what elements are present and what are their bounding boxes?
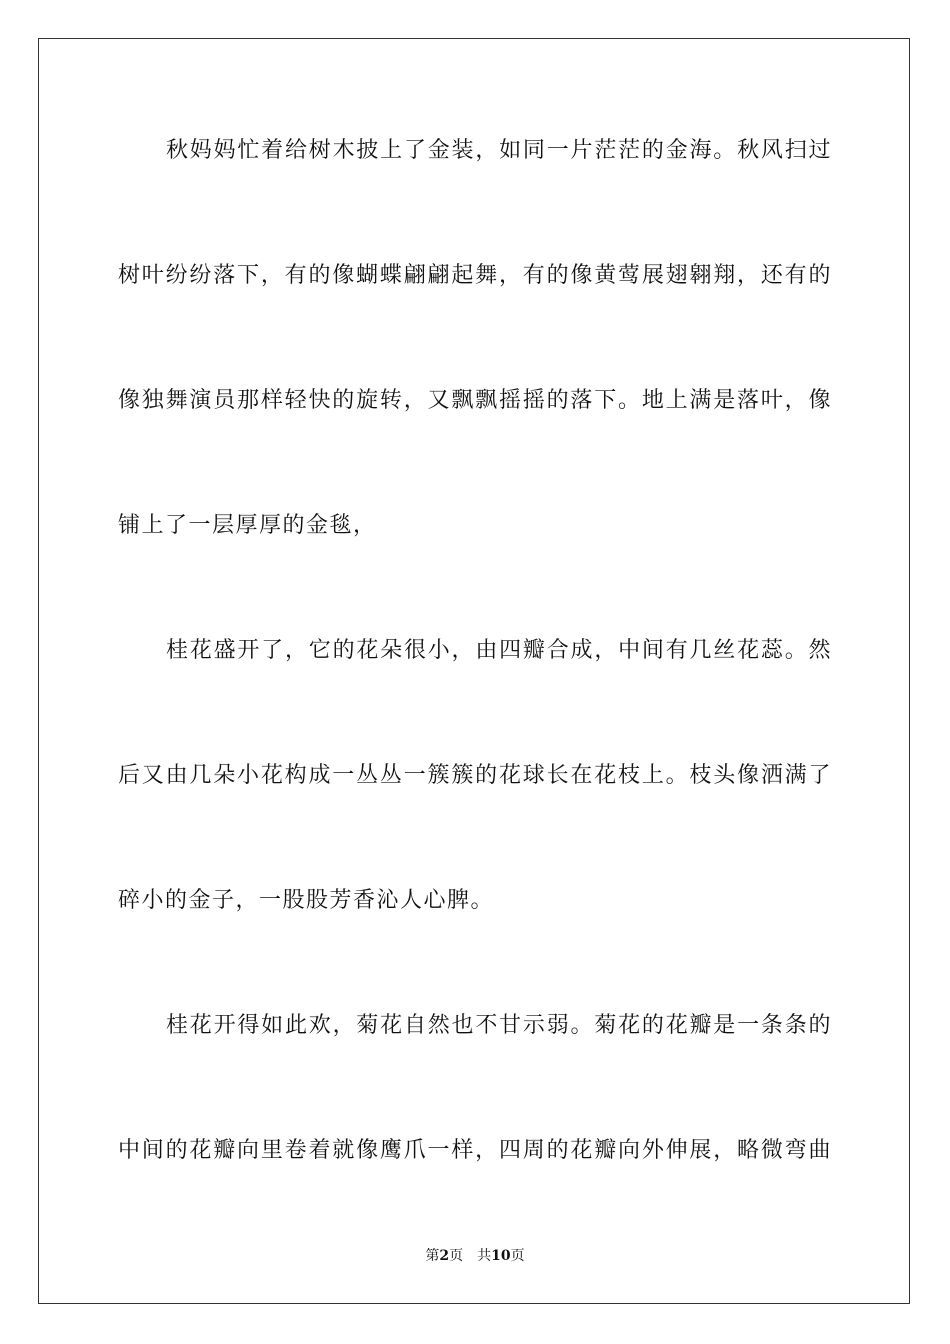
- footer-total-suffix: 页: [510, 1248, 525, 1264]
- paragraph-2-line-1: 桂花盛开了，它的花朵很小，由四瓣合成，中间有几丝花蕊。然: [166, 638, 832, 663]
- footer-total-number: 10: [491, 1248, 511, 1264]
- paragraph-3-line-1: 桂花开得如此欢，菊花自然也不甘示弱。菊花的花瓣是一条条的: [166, 1013, 832, 1038]
- paragraph-2-line-2: 后又由几朵小花构成一丛丛一簇簇的花球长在花枝上。枝头像洒满了: [118, 763, 832, 788]
- paragraph-1-line-1: 秋妈妈忙着给树木披上了金装，如同一片茫茫的金海。秋风扫过: [166, 138, 832, 163]
- footer-page-suffix: 页: [449, 1248, 464, 1264]
- paragraph-1-line-3: 像独舞演员那样轻快的旋转，又飘飘摇摇的落下。地上满是落叶，像: [118, 388, 832, 413]
- footer-page-prefix: 第: [425, 1248, 440, 1264]
- page-footer: [0, 1246, 950, 1266]
- page-border: [38, 38, 910, 1304]
- paragraph-3-line-2: 中间的花瓣向里卷着就像鹰爪一样，四周的花瓣向外伸展，略微弯曲: [118, 1138, 832, 1163]
- footer-page-number: 2: [439, 1248, 450, 1264]
- paragraph-2-line-3: 碎小的金子，一股股芳香沁人心脾。: [118, 888, 495, 913]
- paragraph-1-line-2: 树叶纷纷落下，有的像蝴蝶翩翩起舞，有的像黄莺展翅翱翔，还有的: [118, 263, 832, 288]
- footer-total-prefix: 共: [477, 1248, 492, 1264]
- paragraph-1-line-4: 铺上了一层厚厚的金毯，: [118, 513, 377, 538]
